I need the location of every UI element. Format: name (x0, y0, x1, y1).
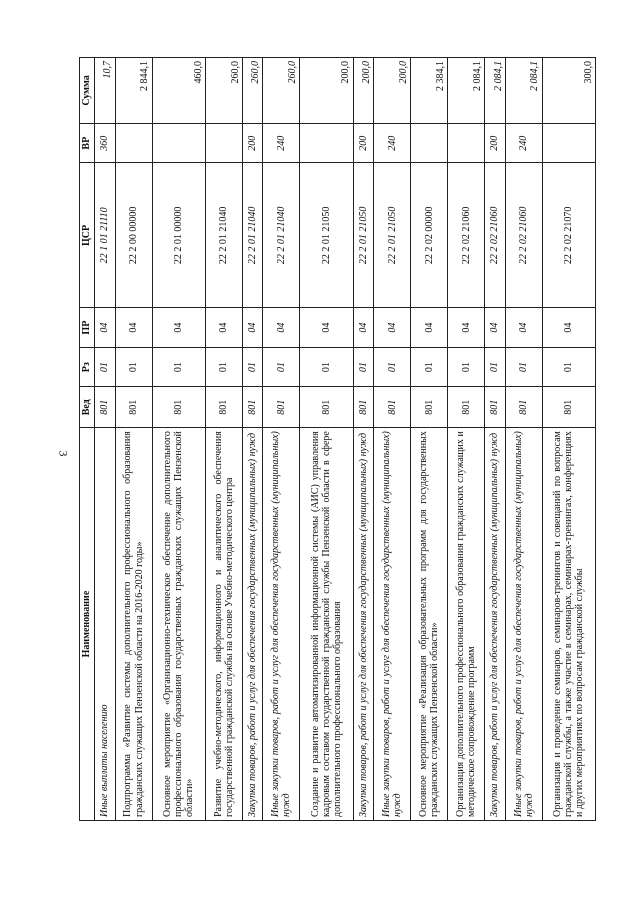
cell-vr (448, 123, 485, 163)
cell-pr: 04 (263, 308, 300, 348)
cell-rz: 01 (485, 347, 506, 387)
cell-csr: 22 2 02 21060 (485, 163, 506, 308)
header-pr: ПР (80, 308, 95, 348)
cell-csr: 22 2 02 00000 (411, 163, 448, 308)
cell-vr (300, 123, 353, 163)
cell-pr: 04 (485, 308, 506, 348)
table-row (485, 58, 506, 821)
cell-vr (115, 123, 152, 163)
cell-ved: 801 (300, 387, 353, 428)
header-sum: Сумма (80, 58, 95, 124)
cell-rz: 01 (374, 347, 411, 387)
cell-rz: 01 (263, 347, 300, 387)
cell-vr: 240 (505, 123, 542, 163)
table-header-row (80, 58, 95, 821)
cell-ved: 801 (411, 387, 448, 428)
cell-sum: 2 384,1 (411, 58, 448, 124)
cell-rz: 01 (300, 347, 353, 387)
cell-ved: 801 (374, 387, 411, 428)
header-rz: Рз (80, 347, 95, 387)
cell-sum: 2 084,1 (505, 58, 542, 124)
cell-sum: 300,0 (542, 58, 595, 124)
cell-ved: 801 (353, 387, 374, 428)
cell-vr (542, 123, 595, 163)
table-row (353, 58, 374, 821)
cell-sum: 2 084,1 (485, 58, 506, 124)
cell-name: Закупка товаров, работ и услуг для обеспечения государственных (муниципальных) нужд (353, 428, 374, 821)
cell-sum: 2 844,1 (115, 58, 152, 124)
cell-rz: 01 (95, 347, 116, 387)
cell-rz: 01 (505, 347, 542, 387)
cell-vr (152, 123, 205, 163)
cell-name: Закупка товаров, работ и услуг для обеспечения государственных (муниципальных) нужд (242, 428, 263, 821)
cell-sum: 200,0 (300, 58, 353, 124)
cell-ved: 801 (115, 387, 152, 428)
cell-name: Организация и проведение семинаров, семинаров-тренингов и совещаний по вопросам гражданской службы, а также участие в семинарах, семинарах-тренингах, конференциях и других мероприятиях по вопросам гражданской службы (542, 428, 595, 821)
cell-name: Основное мероприятие «Реализация образовательных программ для государственных гражданских служащих Пензенской области» (411, 428, 448, 821)
cell-pr: 04 (542, 308, 595, 348)
header-ved: Вед (80, 387, 95, 428)
cell-name: Развитие учебно-методического, информационного и аналитического обеспечения государственной гражданской службы на основе Учебно-методического центра (205, 428, 242, 821)
rotated-page-content (79, 57, 596, 821)
cell-sum: 260,0 (205, 58, 242, 124)
cell-rz: 01 (448, 347, 485, 387)
table-row (242, 58, 263, 821)
cell-ved: 801 (448, 387, 485, 428)
cell-sum: 10,7 (95, 58, 116, 124)
table-row (263, 58, 300, 821)
cell-pr: 04 (411, 308, 448, 348)
cell-vr: 240 (263, 123, 300, 163)
cell-name: Иные закупки товаров, работ и услуг для обеспечения государственных (муниципальных) нужд (374, 428, 411, 821)
table-row (300, 58, 353, 821)
cell-pr: 04 (242, 308, 263, 348)
cell-csr: 22 2 01 21040 (242, 163, 263, 308)
cell-pr: 04 (205, 308, 242, 348)
cell-pr: 04 (448, 308, 485, 348)
cell-pr: 04 (374, 308, 411, 348)
cell-csr: 22 2 01 21040 (263, 163, 300, 308)
cell-rz: 01 (152, 347, 205, 387)
cell-ved: 801 (485, 387, 506, 428)
cell-vr: 200 (353, 123, 374, 163)
cell-sum: 260,0 (263, 58, 300, 124)
cell-pr: 04 (505, 308, 542, 348)
cell-vr: 360 (95, 123, 116, 163)
cell-pr: 04 (95, 308, 116, 348)
cell-csr: 22 2 01 21050 (300, 163, 353, 308)
cell-vr (411, 123, 448, 163)
cell-rz: 01 (353, 347, 374, 387)
cell-vr: 200 (242, 123, 263, 163)
cell-csr: 22 2 01 21050 (353, 163, 374, 308)
cell-name: Иные закупки товаров, работ и услуг для обеспечения государственных (муниципальных) нужд (505, 428, 542, 821)
table-row (95, 58, 116, 821)
cell-pr: 04 (300, 308, 353, 348)
cell-sum: 460,0 (152, 58, 205, 124)
budget-table (79, 57, 596, 821)
cell-pr: 04 (152, 308, 205, 348)
cell-name: Основное мероприятие «Организационно-техническое обеспечение дополнительного профессионального образования государственных гражданских служащих Пензенской области» (152, 428, 205, 821)
table-row (205, 58, 242, 821)
cell-ved: 801 (205, 387, 242, 428)
cell-ved: 801 (242, 387, 263, 428)
cell-csr: 22 2 02 21070 (542, 163, 595, 308)
cell-name: Иные выплаты населению (95, 428, 116, 821)
cell-rz: 01 (115, 347, 152, 387)
cell-vr: 200 (485, 123, 506, 163)
table-row (505, 58, 542, 821)
cell-csr: 22 2 02 21060 (505, 163, 542, 308)
header-name: Наименование (80, 428, 95, 821)
cell-csr: 22 2 01 21050 (374, 163, 411, 308)
cell-pr: 04 (353, 308, 374, 348)
cell-vr: 240 (374, 123, 411, 163)
cell-ved: 801 (263, 387, 300, 428)
table-row (411, 58, 448, 821)
table-row (448, 58, 485, 821)
cell-pr: 04 (115, 308, 152, 348)
cell-rz: 01 (411, 347, 448, 387)
cell-sum: 200,0 (353, 58, 374, 124)
cell-ved: 801 (152, 387, 205, 428)
cell-sum: 2 084,1 (448, 58, 485, 124)
cell-sum: 260,0 (242, 58, 263, 124)
cell-csr: 22 1 01 21110 (95, 163, 116, 308)
cell-ved: 801 (95, 387, 116, 428)
cell-name: Создание и развитие автоматизированной информационной системы (АИС) управления кадровым составом государственной гражданской службы Пензенской области в сфере дополнительного профессионального образования (300, 428, 353, 821)
table-row (374, 58, 411, 821)
cell-csr: 22 2 01 00000 (152, 163, 205, 308)
cell-sum: 200,0 (374, 58, 411, 124)
cell-ved: 801 (505, 387, 542, 428)
cell-csr: 22 2 02 21060 (448, 163, 485, 308)
table-row (115, 58, 152, 821)
header-csr: ЦСР (80, 163, 95, 308)
table-row (542, 58, 595, 821)
cell-csr: 22 2 00 00000 (115, 163, 152, 308)
page-number: 3 (56, 450, 71, 457)
cell-rz: 01 (242, 347, 263, 387)
cell-vr (205, 123, 242, 163)
cell-rz: 01 (205, 347, 242, 387)
table-row (152, 58, 205, 821)
cell-name: Организация дополнительного профессионального образования гражданских служащих и методическое сопровождение программ (448, 428, 485, 821)
table-body (95, 58, 596, 821)
cell-name: Подпрограмма «Развитие системы дополнительного профессионального образования гражданских служащих Пензенской области на 2016-2020 годы» (115, 428, 152, 821)
cell-rz: 01 (542, 347, 595, 387)
cell-name: Закупка товаров, работ и услуг для обеспечения государственных (муниципальных) нужд (485, 428, 506, 821)
header-vr: ВР (80, 123, 95, 163)
cell-csr: 22 2 01 21040 (205, 163, 242, 308)
cell-ved: 801 (542, 387, 595, 428)
cell-name: Иные закупки товаров, работ и услуг для обеспечения государственных (муниципальных) нужд (263, 428, 300, 821)
